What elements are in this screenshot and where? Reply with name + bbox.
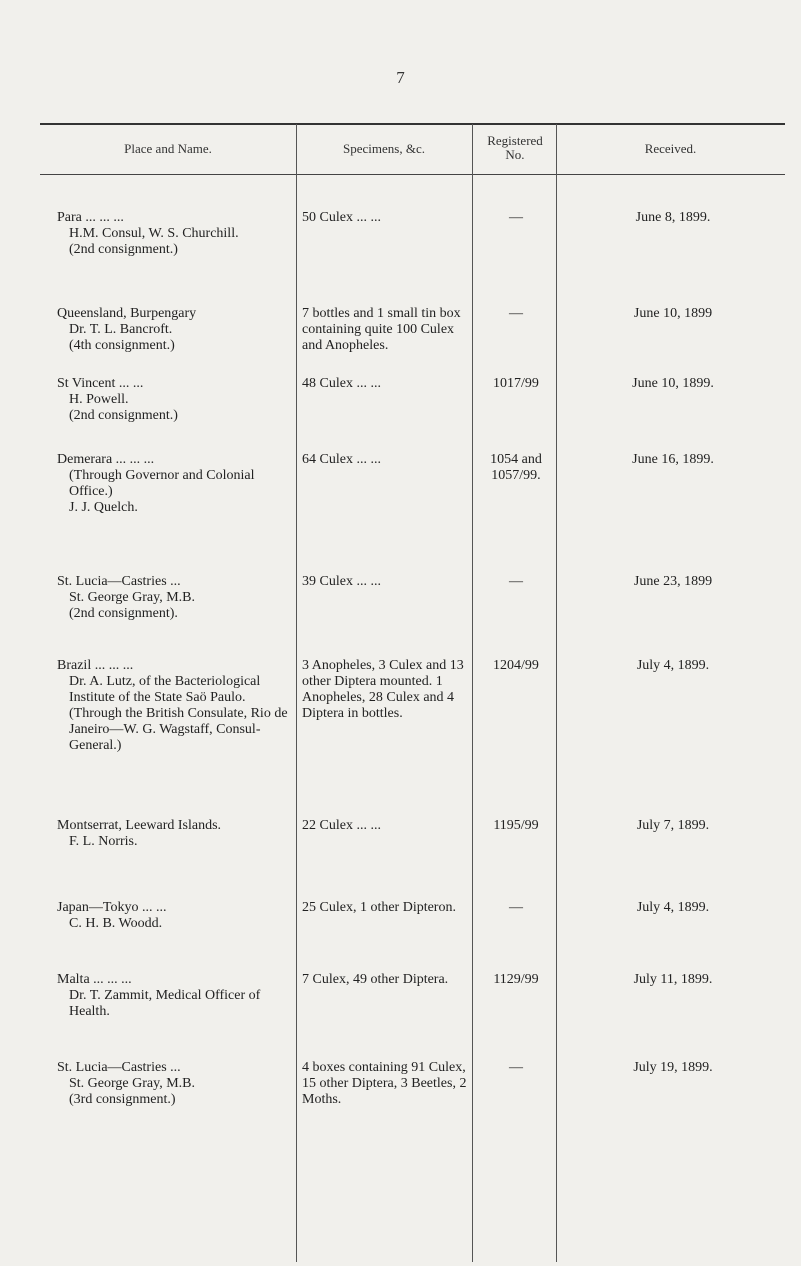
header-bottom-rule [40,174,785,175]
registered-cell: 1204/99 [493,658,539,673]
specimens-cell: 25 Culex, 1 other Dipteron. [302,900,456,915]
place-detail: H. Powell. [69,392,129,407]
received-cell: June 10, 1899 [633,306,713,321]
place-name: Queensland, Burpengary [57,306,197,321]
place-detail: St. George Gray, M.B. [69,1076,195,1091]
received-cell: July 7, 1899. [636,818,710,833]
place-name: Montserrat, Leeward Islands. [57,818,222,833]
place-detail: Dr. T. Zammit, Medical Officer of Health. [69,988,261,1019]
place-name: St. Lucia—Castries ... [57,574,181,589]
place-detail: (4th consignment.) [69,338,175,353]
place-name: St Vincent ... ... [57,376,144,391]
registered-cell: — [509,1060,523,1075]
received-cell: July 4, 1899. [636,658,710,673]
place-detail: (2nd consignment). [69,606,178,621]
place-detail: Dr. A. Lutz, of the Bacteriological Institute of the State Saö Paulo. [69,674,261,705]
page-number: 7 [396,68,405,87]
table-top-rule [40,123,785,125]
specimens-cell: 64 Culex ... ... [302,452,381,467]
specimens-cell: 22 Culex ... ... [302,818,381,833]
place-detail: C. H. B. Woodd. [69,916,163,931]
place-detail: (3rd consignment.) [69,1092,176,1107]
table-row-place [57,376,290,424]
specimens-cell: 50 Culex ... ... [302,210,381,225]
table-row-place [57,658,290,754]
registered-cell: — [509,210,523,225]
table-row-place [57,574,290,622]
place-detail: (Through Governor and Colonial Office.) [69,468,255,499]
column-divider-1 [296,124,297,1262]
specimens-cell: 48 Culex ... ... [302,376,381,391]
place-detail: J. J. Quelch. [69,500,138,515]
table-row-place [57,972,290,1020]
received-cell: June 8, 1899. [635,210,711,225]
place-detail: F. L. Norris. [69,834,138,849]
registered-cell: — [509,900,523,915]
header-received: Received. [644,141,697,156]
received-cell: June 10, 1899. [632,376,714,391]
table-row-place [57,818,290,850]
received-cell: June 23, 1899 [633,574,713,589]
specimens-cell: 39 Culex ... ... [302,574,381,589]
received-cell: June 16, 1899. [632,452,714,467]
place-name: Malta ... ... ... [57,972,132,987]
specimens-cell: 4 boxes containing 91 Culex, 15 other Diptera, 3 Beetles, 2 Moths. [302,1060,467,1107]
table-row-place [57,1060,290,1108]
received-cell: July 11, 1899. [633,972,713,987]
column-divider-2 [472,124,473,1262]
registered-cell: 1054 and 1057/99. [490,452,542,483]
place-detail: (2nd consignment.) [69,408,178,423]
received-cell: July 4, 1899. [636,900,710,915]
header-registered-no: Registered No. [487,133,543,162]
place-name: Japan—Tokyo ... ... [57,900,167,915]
column-divider-3 [556,124,557,1262]
place-detail: (2nd consignment.) [69,242,178,257]
registered-cell: 1129/99 [493,972,539,987]
registered-cell: — [509,306,523,321]
header-specimens: Specimens, &c. [343,141,425,156]
specimens-cell: 7 Culex, 49 other Diptera. [302,972,449,987]
place-name: Brazil ... ... ... [57,658,134,673]
place-detail: H.M. Consul, W. S. Churchill. [69,226,239,241]
place-name: Demerara ... ... ... [57,452,155,467]
table-row-place [57,900,290,932]
place-detail: (Through the British Consulate, Rio de Janeiro—W. G. Wagstaff, Consul-General.) [69,706,288,753]
place-name: Para ... ... ... [57,210,124,225]
place-name: St. Lucia—Castries ... [57,1060,181,1075]
place-detail: Dr. T. L. Bancroft. [69,322,173,337]
table-row-place [57,306,290,354]
specimens-cell: 3 Anopheles, 3 Culex and 13 other Diptera mounted. 1 Anopheles, 28 Culex and 4 Diptera in bottles. [302,658,464,721]
header-place-and-name: Place and Name. [124,141,212,156]
place-detail: St. George Gray, M.B. [69,590,195,605]
specimens-cell: 7 bottles and 1 small tin box containing quite 100 Culex and Anopheles. [302,306,461,353]
received-cell: July 19, 1899. [633,1060,713,1075]
registered-cell: — [509,574,523,589]
registered-cell: 1017/99 [493,376,539,391]
table-row-place [57,452,290,516]
registered-cell: 1195/99 [493,818,539,833]
table-row-place [57,210,290,258]
